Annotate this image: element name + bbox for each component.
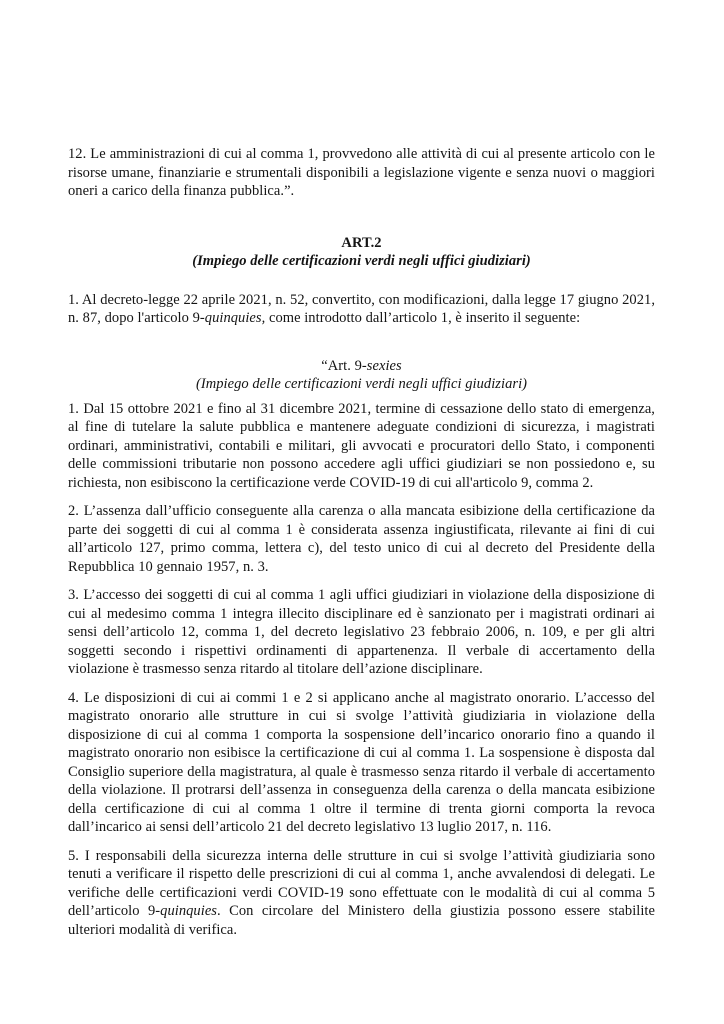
para-12-text: 12. Le amministrazioni di cui al comma 1, provvedono alle attività di cui al presente articolo con le risorse umane, finanziarie e strumentali disponibili a legislazione vigente e senza nuovi o maggiori oneri a carico della finanza pubblica.”. <box>68 146 655 199</box>
art2-heading-text: ART.2 <box>341 234 382 251</box>
comma-2 <box>68 502 655 576</box>
art2-comma-1-text: come introdotto dall’articolo 1, è inserito il seguente: <box>265 310 581 326</box>
art9sexies-subtitle-text: (Impiego delle certificazioni verdi negli uffici giudiziari) <box>195 376 528 392</box>
art9sexies-heading-text: sexies <box>366 357 402 374</box>
comma-5-text: . Con circolare del Ministero della giustizia possono essere stabilite ulteriori modalità di verifica. <box>68 903 655 938</box>
art9sexies-heading <box>68 357 655 376</box>
comma-1-text: 1. Dal 15 ottobre 2021 e fino al 31 dicembre 2021, termine di cessazione dello stato di emergenza, al fine di tutelare la salute pubblica e mantenere adeguate condizioni di sicurezza, i magistrati ordinari, amministrativi, contabili e militari, gli avvocati e procuratori dello Stato, i componenti delle commissioni tributarie non possono accedere agli uffici giudiziari se non possiedono e, su richiesta, non esibiscono la certificazione verde COVID-19 di cui all'articolo 9, comma 2. <box>68 400 655 491</box>
comma-3-text: 3. L’accesso dei soggetti di cui al comma 1 agli uffici giudiziari in violazione della disposizione di cui al medesimo comma 1 integra illecito disciplinare ed è sanzionato per i magistrati ordinari ai sensi dell’articolo 12, comma 1, del decreto legislativo 23 febbraio 2006, n. 109, e per gli altri soggetti secondo i rispettivi ordinamenti di appartenenza. Il verbale di accertamento della violazione è trasmesso senza ritardo al titolare dell’azione disciplinare. <box>68 587 655 677</box>
document-body <box>68 145 655 949</box>
art9sexies-heading-text: “Art. 9- <box>321 357 367 374</box>
art2-comma-1-text: quinquies, <box>204 310 266 326</box>
art2-comma-1-text: 1. Al decreto-legge 22 aprile 2021, n. 52, convertito, con modificazioni, dalla legge 17 giugno 2021, n. 87, dopo l'articolo 9- <box>68 291 655 326</box>
art2-comma-1 <box>68 291 655 328</box>
comma-3 <box>68 586 655 679</box>
art2-subtitle <box>68 252 655 271</box>
comma-1 <box>68 400 655 493</box>
comma-5 <box>68 847 655 940</box>
art2-subtitle-text: (Impiego delle certificazioni verdi negli uffici giudiziari) <box>192 253 531 269</box>
comma-4-text: 4. Le disposizioni di cui ai commi 1 e 2 si applicano anche al magistrato onorario. L’accesso del magistrato onorario alle strutture in cui si svolge l’attività giudiziaria in violazione della disposizione di cui al comma 1 comporta la sospensione dell’incarico onorario fino a quando il magistrato onorario non esibisce la certificazione di cui al comma 1. La sospensione è disposta dal Consiglio superiore della magistratura, al quale è trasmesso senza ritardo il verbale di accertamento della violazione. Il protrarsi dell’assenza in conseguenza della carenza o della mancata esibizione della certificazione di cui al comma 1 oltre il termine di trenta giorni comporta la revoca dall’incarico ai sensi dell’articolo 21 del decreto legislativo 13 luglio 2017, n. 116. <box>68 689 655 835</box>
comma-5-text: 5. I responsabili della sicurezza interna delle strutture in cui si svolge l’attività giudiziaria sono tenuti a verificare il rispetto delle prescrizioni di cui al comma 1, anche avvalendosi di delegati. Le verifiche delle certificazioni verdi COVID-19 sono effettuate con le modalità di cui al comma 5 dell’articolo 9- <box>68 847 655 919</box>
comma-2-text: 2. L’assenza dall’ufficio conseguente alla carenza o alla mancata esibizione della certificazione da parte dei soggetti di cui al comma 1 è considerata assenza ingiustificata, rilevante ai fini di cui all’articolo 127, primo comma, lettera c), del testo unico di cui al decreto del Presidente della Repubblica 10 gennaio 1957, n. 3. <box>68 503 655 575</box>
comma-4 <box>68 689 655 837</box>
para-12 <box>68 145 655 201</box>
comma-5-text: quinquies <box>160 903 217 919</box>
art9sexies-subtitle <box>68 375 655 394</box>
art2-heading <box>68 234 655 253</box>
